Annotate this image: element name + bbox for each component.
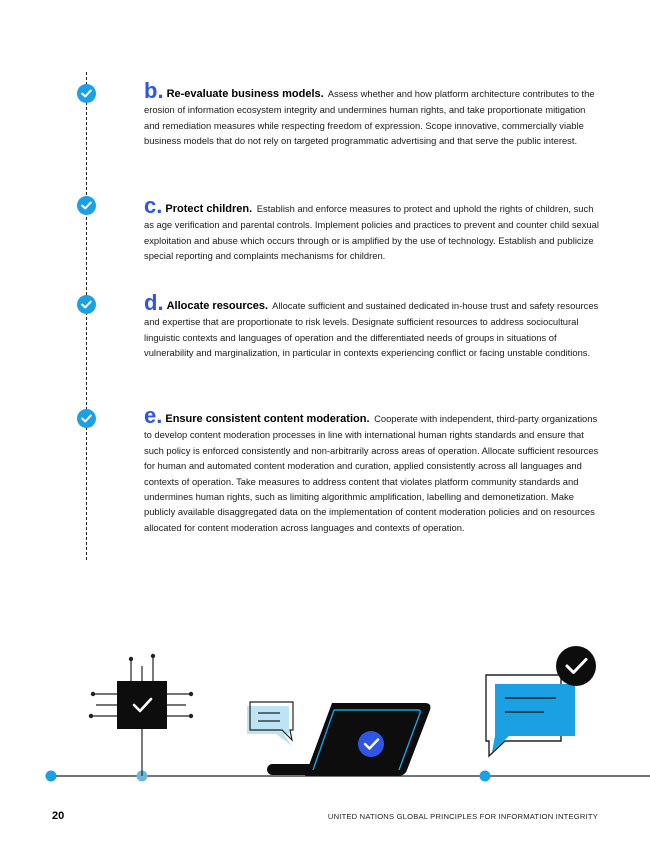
chip-icon [89,654,193,776]
item-letter: b. [144,78,164,103]
principle-item-b [144,78,600,149]
check-icon [77,196,96,215]
item-body: Cooperate with independent, third-party organizations to develop content moderation processes in line with international human rights standards and ensure that such policy is enforced consistently and non-arbitrarily across areas of operation. Allocate sufficient resources for human and automated content moderation and curation, applied consistently across all languages and contexts of operation. Take measures to address content that violates platform community standards and undermines human rights, such as limiting algorithmic amplification, labelling and demonetization. Make publicly available disaggregated data on the implementation of content moderation policies and on resources allocated for content moderation across languages and contexts of operation. [144,413,599,533]
item-title: Protect children. [165,203,253,215]
item-body: Allocate sufficient and sustained dedicated in-house trust and safety resources and expertise that are proportionate to risk levels. Designate sufficient resources to address sociocultural linguistic contexts and languages of operation and the differentiated needs of groups in situations of vulnerability and marginalization, in particular in contexts experiencing conflict or facing unstable conditions. [144,300,599,359]
check-icon [77,409,96,428]
item-letter: d. [144,290,164,315]
message-verified-icon [486,646,596,756]
item-letter: e. [144,403,163,428]
item-body: Establish and enforce measures to protect and uphold the rights of children, such as age verification and parental controls. Implement policies and practices to prevent and counter child sexual exploitation and abuse which occurs through or is amplified by the use of technology. Establish and publicize special reporting and complaints mechanisms for children. [144,203,599,262]
item-title: Ensure consistent content moderation. [165,413,370,425]
technology-illustration [0,640,650,790]
check-icon [77,84,96,103]
timeline-dashed-line [86,72,87,560]
baseline-dot-left [46,771,57,782]
item-title: Re-evaluate business models. [166,88,324,100]
baseline-dot-chat [480,771,491,782]
item-body: Assess whether and how platform architecture contributes to the erosion of information ecosystem integrity and undermines human rights, and take proportionate mitigation and remediation measures while respecting freedom of expression. Scope innovative, commercially viable business models that do not rely on targeted programmatic advertising and that serve the public interest. [144,88,595,147]
principle-item-d [144,290,600,361]
item-title: Allocate resources. [166,300,269,312]
principle-item-e [144,403,600,535]
chat-bubble-icon [247,702,293,746]
principle-item-c [144,193,600,264]
item-letter: c. [144,193,163,218]
page-number: 20 [52,810,65,822]
check-icon [77,295,96,314]
document-title-footer: UNITED NATIONS GLOBAL PRINCIPLES FOR INFORMATION INTEGRITY [327,812,598,821]
